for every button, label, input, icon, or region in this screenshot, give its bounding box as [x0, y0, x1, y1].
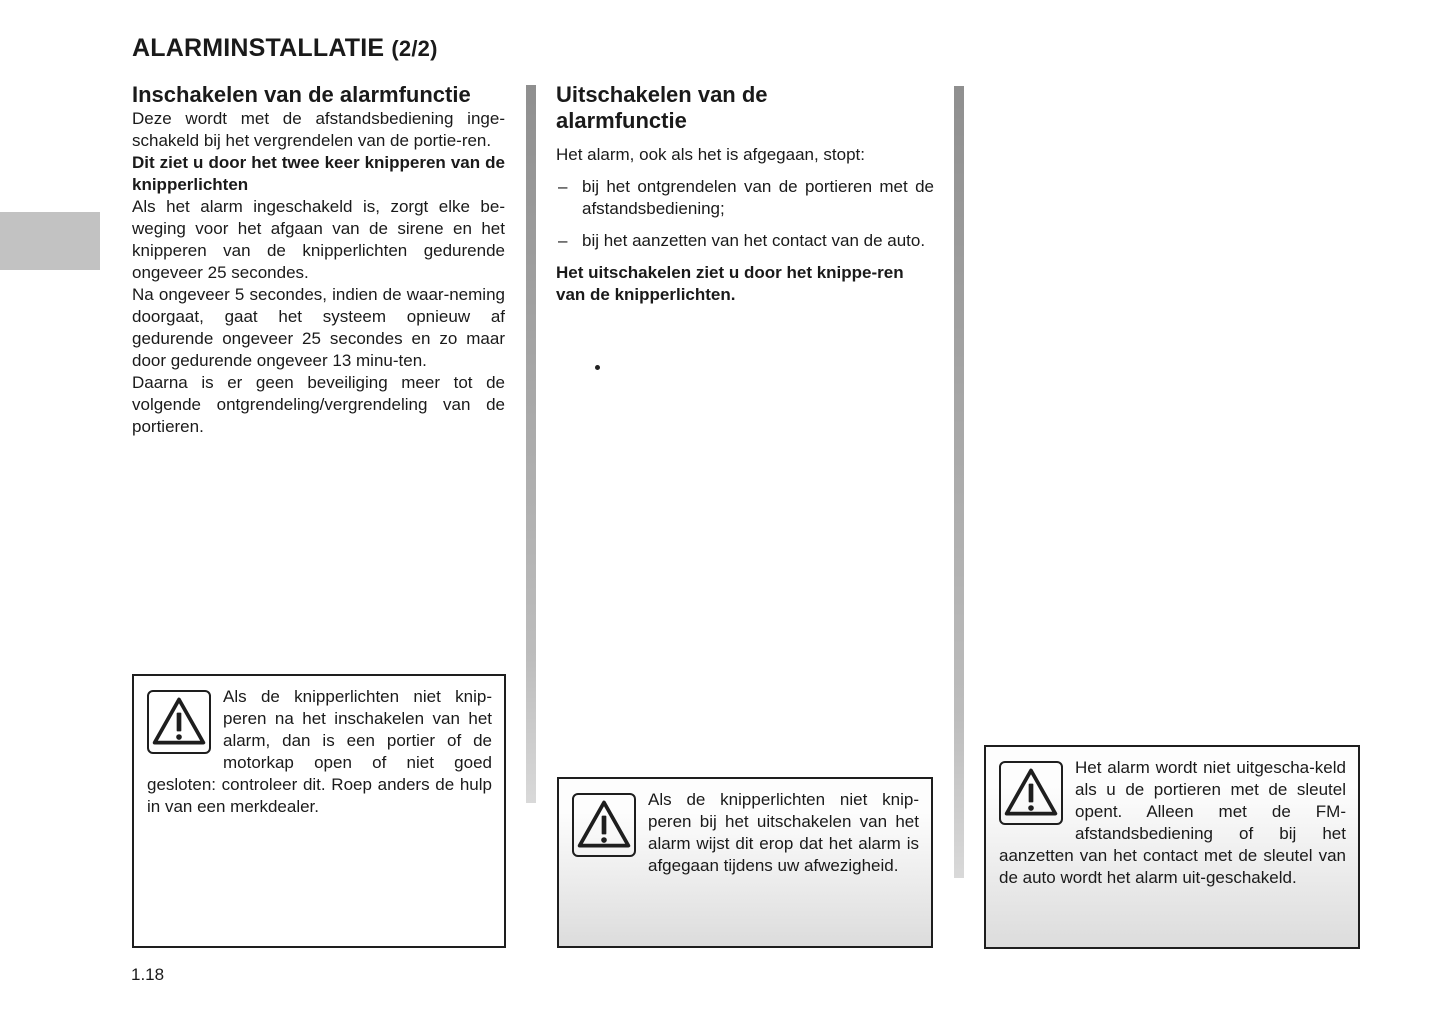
section-heading: Inschakelen van de alarmfunctie [132, 82, 471, 107]
warning-box [557, 777, 933, 948]
section-heading-line: alarmfunctie [556, 108, 687, 133]
list-item-text: bij het aanzetten van het contact van de auto. [582, 231, 926, 250]
section-disable-alarm [556, 82, 934, 306]
list-item-text: bij het ontgrendelen van de portieren met de afstandsbediening; [582, 177, 934, 218]
paragraph: Als het alarm ingeschakeld is, zorgt elke be-weging voor het afgaan van de sirene en het knipperen van de knipperlichten gedurende ongeveer 25 secondes. [132, 197, 505, 282]
paragraph: Het alarm, ook als het is afgegaan, stopt: [556, 145, 866, 164]
warning-text: Het alarm wordt niet uitgescha-keld als u de portieren met de sleutel opent. Alleen met de FM- afstandsbediening of bij het aanzetten van het contact met de sleutel van de auto wordt het alarm uit-geschakeld. [999, 758, 1346, 887]
stray-dot [595, 365, 600, 370]
bold-note: Het uitschakelen ziet u door het knippe-ren van de knipperlichten. [556, 263, 904, 304]
section-enable-alarm [132, 82, 505, 438]
warning-text: Als de knipperlichten niet knip-peren na het inschakelen van het alarm, dan is een portier of de motorkap open of niet goed gesloten: controleer dit. Roep anders de hulp in van een merkdealer. [147, 687, 492, 816]
warning-box [132, 674, 506, 948]
warning-box [984, 745, 1360, 949]
page-title [132, 34, 438, 63]
paragraph: Daarna is er geen beveiliging meer tot de volgende ontgrendeling/vergrendeling van de portieren. [132, 373, 505, 436]
column-divider [526, 85, 536, 803]
page-number: 1.18 [131, 965, 165, 984]
page-title-part: (2/2) [391, 36, 438, 61]
list-bullet: – [558, 231, 568, 250]
section-heading-line: Uitschakelen van de [556, 82, 768, 107]
bullet-list [556, 176, 934, 252]
page-title-text: ALARMINSTALLATIE [132, 34, 385, 62]
section-tab-marker [0, 212, 100, 270]
warning-triangle-icon [999, 761, 1063, 825]
paragraph: Deze wordt met de afstandsbediening inge-schakeld bij het vergrendelen van de portie-ren. [132, 109, 505, 150]
bold-note: Dit ziet u door het twee keer knipperen van de knipperlichten [132, 153, 505, 194]
warning-triangle-icon [572, 793, 636, 857]
list-item [556, 230, 934, 252]
list-bullet: – [558, 177, 568, 196]
warning-triangle-icon [147, 690, 211, 754]
warning-text: Als de knipperlichten niet knip-peren bij het uitschakelen van het alarm wijst dit erop dat het alarm is afgegaan tijdens uw afwezigheid. [648, 790, 919, 875]
list-item [556, 176, 934, 220]
column-divider [954, 86, 964, 878]
section-heading [556, 82, 934, 134]
paragraph: Na ongeveer 5 secondes, indien de waar-neming doorgaat, gaat het systeem opnieuw af gedurende ongeveer 25 secondes en zo maar door gedurende ongeveer 13 minu-ten. [132, 285, 505, 370]
